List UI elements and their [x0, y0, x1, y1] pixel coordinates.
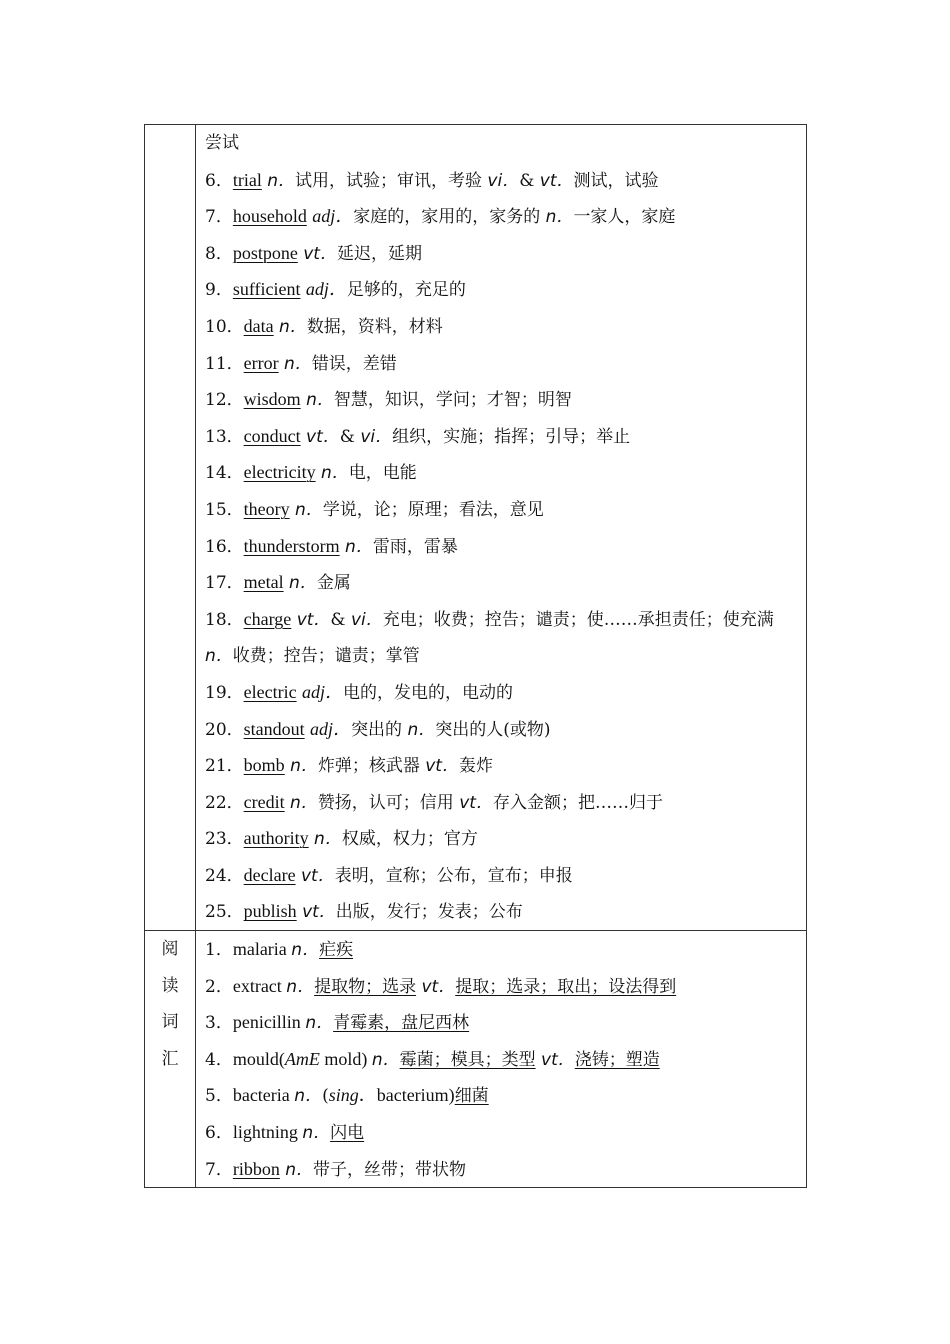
part-of-speech: n．	[286, 976, 315, 997]
content-cell	[196, 931, 807, 1188]
entry-number: 14．	[205, 463, 244, 484]
part-of-speech: n．	[371, 1049, 400, 1070]
meaning-text: 存入金额；把……归于	[492, 792, 663, 813]
meaning-text: 测试，试验	[573, 170, 659, 191]
entry-number: 1．	[205, 940, 233, 961]
part-of-speech: adj．	[312, 206, 354, 227]
part-of-speech: n．	[314, 829, 342, 850]
headword: data	[243, 315, 274, 336]
part-of-speech: vt．	[421, 976, 456, 997]
part-of-speech: n．	[291, 940, 320, 961]
label-char: 词	[161, 1012, 179, 1033]
headword: ribbon	[232, 1158, 280, 1179]
meaning-text: (	[322, 1086, 329, 1107]
entry-number: 19．	[205, 682, 244, 703]
vocab-entry	[205, 747, 806, 784]
headword: error	[243, 352, 279, 373]
label-char: 阅	[161, 939, 179, 960]
entry-number: 7．	[205, 207, 233, 228]
meaning-text: 金属	[316, 573, 351, 594]
headword: declare	[243, 864, 296, 885]
vocab-entry	[205, 564, 806, 601]
entry-number: 12．	[205, 390, 244, 411]
reading-vocabulary-label	[145, 931, 196, 1188]
meaning-text: 雷雨，雷暴	[372, 536, 458, 557]
part-of-speech: vi．	[487, 170, 520, 191]
vocab-entry	[205, 1114, 806, 1151]
headword: malaria	[232, 939, 292, 960]
vocab-entry	[205, 345, 806, 382]
part-of-speech: n．	[290, 756, 318, 777]
part-of-speech: AmE	[284, 1048, 320, 1069]
part-of-speech: vt．	[539, 170, 574, 191]
meaning-text: 赞扬，认可；信用	[317, 792, 460, 813]
meaning-text: 电的，发电的，电动的	[343, 682, 514, 703]
headword: ．bacterium)	[358, 1085, 455, 1106]
meaning-answer: 闪电	[330, 1123, 365, 1144]
meaning-text: 一家人，家庭	[573, 207, 676, 228]
vocab-entry	[205, 893, 806, 930]
vocab-entry	[205, 308, 806, 345]
headword: metal	[243, 572, 284, 593]
entry-number: 2．	[205, 976, 233, 997]
meaning-text: 轰炸	[458, 756, 493, 777]
meaning-text: 智慧，知识，学问；才智；明智	[333, 390, 572, 411]
entry-number: 5．	[205, 1086, 233, 1107]
meaning-text: 家庭的，家用的，家务的	[353, 207, 546, 228]
part-of-speech: n．	[205, 646, 233, 667]
meaning-text: 足够的，充足的	[346, 280, 466, 301]
meaning-text: 表明，宣称；公布，宣布；申报	[334, 865, 573, 886]
meaning-text: 学说，论；原理；看法，意见	[322, 499, 544, 520]
vocab-entry	[205, 454, 806, 491]
part-of-speech: n．	[285, 1159, 314, 1180]
entry-number: 16．	[205, 536, 244, 557]
entry-number: 17．	[205, 573, 244, 594]
entry-number: 7．	[205, 1159, 233, 1180]
part-of-speech: n．	[545, 207, 574, 228]
vocab-entry	[205, 198, 806, 235]
meaning-text: 延迟，延期	[336, 243, 422, 264]
entry-list	[205, 162, 806, 930]
meaning-text: 突出的	[351, 719, 408, 740]
entry-number: 6．	[205, 1123, 233, 1144]
part-of-speech: n．	[279, 316, 307, 337]
part-of-speech: n．	[284, 353, 312, 374]
entry-number: 25．	[205, 902, 244, 923]
entry-number: 22．	[205, 792, 244, 813]
meaning-text: &	[519, 170, 540, 191]
part-of-speech: vt．	[302, 902, 336, 923]
headword: bacteria	[232, 1085, 295, 1106]
meaning-answer: 疟疾	[319, 940, 354, 961]
part-of-speech: n．	[295, 499, 323, 520]
headword: extract	[232, 975, 287, 996]
part-of-speech: adj．	[302, 681, 344, 702]
vocab-entry	[205, 1151, 806, 1188]
meaning-text: 电，电能	[348, 463, 417, 484]
meaning-text: 权威，权力；官方	[341, 829, 478, 850]
table-row	[145, 125, 807, 931]
meaning-text: 充电；收费；控告；谴责；使……承担责任；使充满	[382, 609, 774, 630]
vocab-entry	[205, 1041, 806, 1078]
vocab-entry	[205, 418, 806, 455]
headword: mould(	[232, 1048, 285, 1069]
vocab-entry	[205, 857, 806, 894]
entry-number: 13．	[205, 426, 244, 447]
headword: electricity	[243, 462, 316, 483]
entry-number: 6．	[205, 170, 233, 191]
part-of-speech: adj．	[305, 279, 347, 300]
part-of-speech: vt．	[306, 426, 340, 447]
part-of-speech: n．	[321, 463, 349, 484]
meaning-text: &	[330, 609, 351, 630]
vocab-entry	[205, 674, 806, 711]
meaning-answer: 提取物；选录	[314, 976, 417, 997]
headword: publish	[243, 901, 297, 922]
meaning-text: 收费；控告；谴责；掌管	[232, 646, 420, 667]
entry-number: 20．	[205, 719, 244, 740]
vocab-entry	[205, 1004, 806, 1041]
entry-number: 24．	[205, 865, 244, 886]
headword: household	[232, 206, 307, 227]
meaning-text: 试用，试验；审讯，考验	[295, 170, 488, 191]
entry-number: 9．	[205, 280, 233, 301]
vocab-entry	[205, 601, 806, 674]
entry-number: 10．	[205, 316, 244, 337]
part-of-speech: n．	[267, 170, 296, 191]
headword: thunderstorm	[243, 535, 340, 556]
headword: theory	[243, 498, 290, 519]
part-of-speech: vt．	[425, 756, 459, 777]
meaning-text: 数据，资料，材料	[306, 316, 443, 337]
part-of-speech: n．	[289, 573, 317, 594]
meaning-answer: 浇铸；塑造	[574, 1049, 660, 1070]
meaning-answer: 细菌	[454, 1086, 489, 1107]
entry-number: 11．	[205, 353, 244, 374]
part-of-speech: n．	[294, 1086, 323, 1107]
meaning-text: 带子，丝带；带状物	[313, 1159, 467, 1180]
vocab-entry	[205, 235, 806, 272]
entry-list	[205, 931, 806, 1187]
vocab-entry	[205, 491, 806, 528]
part-of-speech: vt．	[301, 865, 335, 886]
headword: mold)	[319, 1048, 372, 1069]
table-row	[145, 931, 807, 1188]
headword: lightning	[232, 1122, 303, 1143]
headword: sufficient	[232, 279, 301, 300]
part-of-speech: n．	[302, 1123, 331, 1144]
meaning-text: 突出的人(或物)	[435, 719, 551, 740]
headword: bomb	[243, 755, 285, 776]
vocab-entry	[205, 162, 806, 199]
vocab-entry	[205, 931, 806, 968]
part-of-speech: sing	[328, 1085, 359, 1106]
vocab-entry	[205, 528, 806, 565]
vocabulary-table	[144, 124, 807, 1188]
meaning-text: 炸弹；核武器	[317, 756, 426, 777]
meaning-answer: 青霉素，盘尼西林	[333, 1013, 470, 1034]
entry-number: 21．	[205, 756, 244, 777]
headword: credit	[243, 791, 285, 812]
label-char: 汇	[161, 1048, 179, 1069]
part-of-speech: vt．	[541, 1049, 575, 1070]
meaning-text: 错误，差错	[311, 353, 397, 374]
meaning-answer: 提取；选录；取出；设法得到	[455, 976, 677, 997]
entry-number: 18．	[205, 609, 244, 630]
part-of-speech: n．	[407, 719, 436, 740]
headword: electric	[243, 681, 297, 702]
vocab-entry	[205, 968, 806, 1005]
entry-number: 3．	[205, 1013, 233, 1034]
headword: trial	[232, 169, 262, 190]
entry-number: 8．	[205, 243, 233, 264]
headword: conduct	[243, 425, 301, 446]
vocab-entry	[205, 381, 806, 418]
part-of-speech: vt．	[459, 792, 493, 813]
entry-number: 15．	[205, 499, 244, 520]
part-of-speech: vt．	[296, 609, 331, 630]
headword: postpone	[232, 242, 298, 263]
part-of-speech: n．	[345, 536, 373, 557]
empty-label-cell	[145, 125, 196, 931]
headword: charge	[243, 608, 292, 629]
meaning-text: 组织，实施；指挥；引导；举止	[392, 426, 631, 447]
vocab-entry	[205, 820, 806, 857]
headword: standout	[243, 718, 305, 739]
headword: authority	[243, 828, 309, 849]
part-of-speech: adj．	[310, 718, 352, 739]
entry-number: 23．	[205, 829, 244, 850]
part-of-speech: vi．	[360, 426, 393, 447]
meaning-text: 出版，发行；发表；公布	[335, 902, 523, 923]
continuation-text: 尝试	[205, 133, 239, 153]
vocab-entry	[205, 784, 806, 821]
entry-number: 4．	[205, 1049, 233, 1070]
part-of-speech: vt．	[303, 243, 337, 264]
headword: penicillin	[232, 1012, 306, 1033]
part-of-speech: n．	[306, 390, 334, 411]
meaning-answer: 霉菌；模具；类型	[399, 1049, 536, 1070]
vocab-entry	[205, 711, 806, 748]
part-of-speech: n．	[290, 792, 318, 813]
vocab-entry	[205, 271, 806, 308]
vocab-entry	[205, 1077, 806, 1114]
part-of-speech: vi．	[350, 609, 383, 630]
label-char: 读	[161, 975, 179, 996]
meaning-text: &	[339, 426, 361, 447]
part-of-speech: n．	[305, 1013, 334, 1034]
content-cell	[196, 125, 807, 931]
headword: wisdom	[243, 389, 301, 410]
